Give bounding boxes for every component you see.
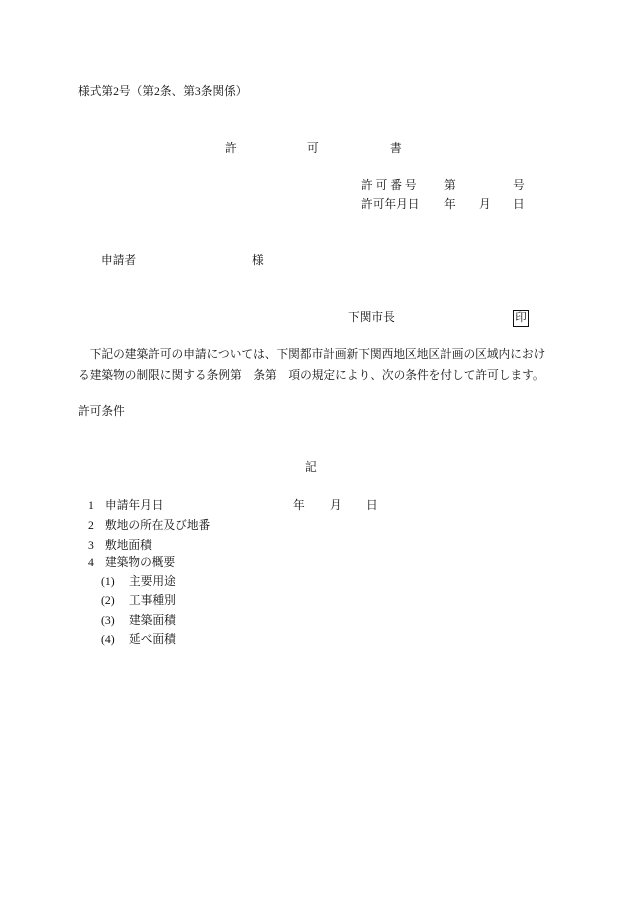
sub-item-number: (2) (101, 594, 115, 607)
title-char: 可 (307, 142, 319, 155)
body-line: 下記の建築許可の申請については、下関都市計画新下関西地区地区計画の区域内におけ (78, 348, 546, 361)
item-label: 敷地面積 (105, 539, 152, 552)
item-day: 日 (366, 499, 378, 512)
permit-number-prefix: 第 (444, 179, 456, 192)
issuer-title: 下関市長 (348, 311, 395, 324)
item-number: 2 (88, 519, 94, 532)
permit-date-day: 日 (513, 198, 525, 211)
sub-item-number: (1) (101, 575, 115, 588)
sub-item-label: 延べ面積 (129, 633, 176, 646)
item-label: 建築物の概要 (105, 556, 176, 569)
sub-item-label: 主要用途 (129, 575, 176, 588)
sub-item-number: (4) (101, 633, 115, 646)
permit-date-month: 月 (479, 198, 491, 211)
conditions-heading: 許可条件 (78, 405, 125, 418)
seal-mark: 印 (513, 310, 529, 327)
sub-item-label: 建築面積 (129, 614, 176, 627)
item-year: 年 (293, 499, 305, 512)
item-number: 1 (88, 499, 94, 512)
item-label: 敷地の所在及び地番 (105, 519, 211, 532)
permit-number-suffix: 号 (513, 179, 525, 192)
permit-date-label: 許可年月日 (361, 198, 420, 211)
form-number: 様式第2号（第2条、第3条関係） (78, 85, 248, 98)
permit-number-label: 許 可 番 号 (361, 179, 417, 192)
title-char: 書 (390, 142, 402, 155)
sub-item-number: (3) (101, 614, 115, 627)
item-number: 4 (88, 556, 94, 569)
ki-heading: 記 (305, 461, 317, 474)
item-number: 3 (88, 539, 94, 552)
body-line: る建築物の制限に関する条例第 条第 項の規定により、次の条件を付して許可します。 (78, 369, 545, 382)
applicant-label: 申請者 (101, 254, 137, 267)
item-label: 申請年月日 (105, 499, 164, 512)
permit-date-year: 年 (444, 198, 456, 211)
applicant-honorific: 様 (252, 254, 264, 267)
title-char: 許 (225, 142, 237, 155)
item-month: 月 (330, 499, 342, 512)
sub-item-label: 工事種別 (129, 594, 176, 607)
